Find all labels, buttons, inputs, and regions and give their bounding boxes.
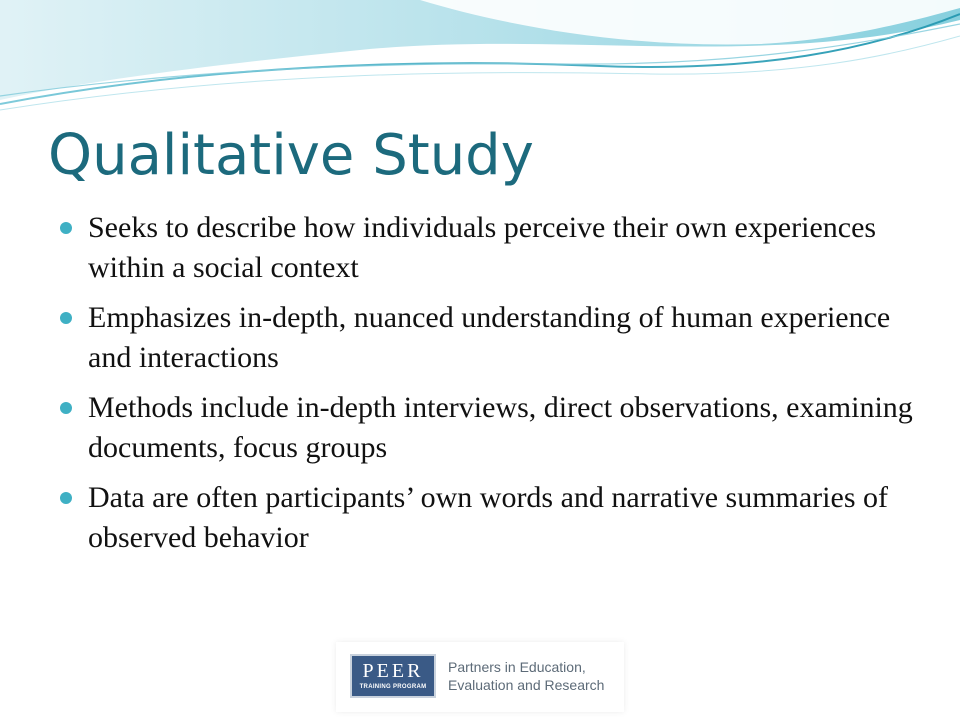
bullet-item xyxy=(60,388,930,468)
slide-title: Qualitative Study xyxy=(48,123,534,188)
bullet-dot-icon xyxy=(60,402,72,414)
bullet-text: Data are often participants’ own words and narrative summaries of observed behavior xyxy=(88,481,888,554)
bullet-dot-icon xyxy=(60,312,72,324)
peer-badge xyxy=(350,654,436,698)
bullet-dot-icon xyxy=(60,492,72,504)
bullet-item xyxy=(60,478,930,558)
wave-header-decoration xyxy=(0,0,960,120)
peer-badge-subtext: TRAINING PROGRAM xyxy=(359,684,427,690)
logo-tagline-line-2: Evaluation and Research xyxy=(448,677,605,693)
bullet-list xyxy=(60,208,930,568)
bullet-dot-icon xyxy=(60,222,72,234)
peer-logo xyxy=(336,642,624,712)
bullet-item xyxy=(60,298,930,378)
logo-tagline xyxy=(448,658,604,694)
bullet-text: Methods include in-depth interviews, direct observations, examining documents, focus groups xyxy=(88,391,913,464)
peer-badge-text: PEER xyxy=(362,660,424,682)
bullet-text: Emphasizes in-depth, nuanced understanding of human experience and interactions xyxy=(88,301,891,374)
bullet-item xyxy=(60,208,930,288)
logo-tagline-line-1: Partners in Education, xyxy=(448,659,586,675)
bullet-text: Seeks to describe how individuals perceive their own experiences within a social context xyxy=(88,211,877,284)
